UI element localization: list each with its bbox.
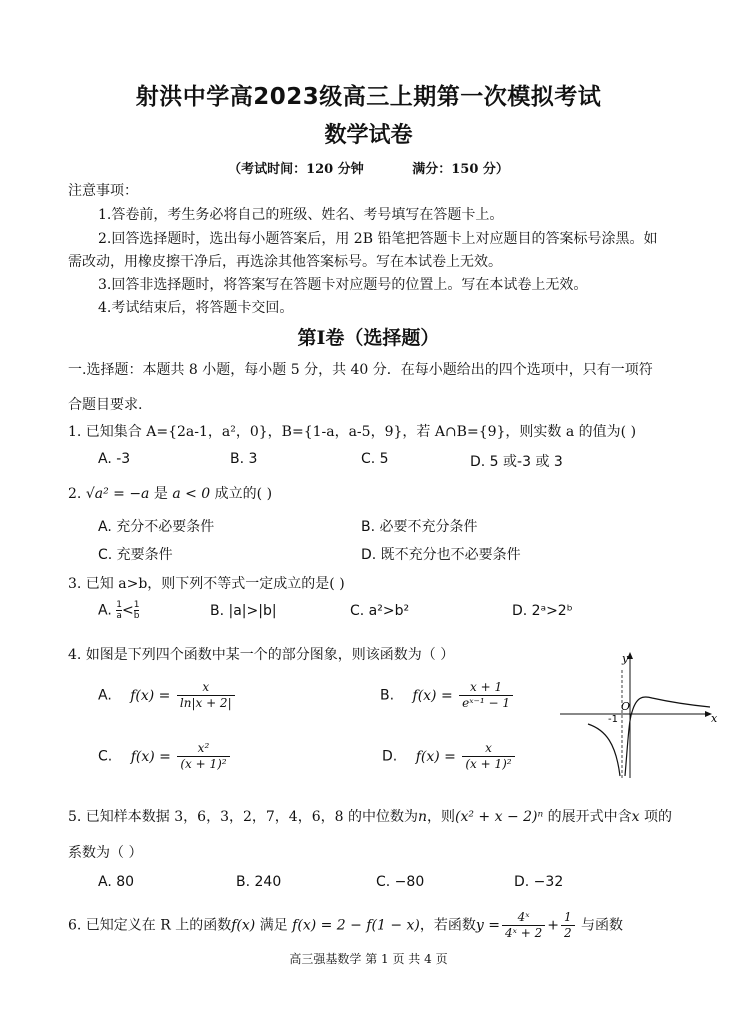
frac-numerator: 1 (561, 910, 575, 926)
q1-option-b: B. 3 (230, 451, 258, 467)
q3-option-c: C. a²>b² (350, 603, 410, 619)
q1-option-a: A. -3 (98, 451, 131, 467)
q2-suffix: 成立的( ) (210, 486, 273, 502)
x-axis-label: x (711, 712, 718, 725)
exam-title: 射洪中学高2023级高三上期第一次模拟考试 (135, 84, 602, 110)
notes-heading: 注意事项： (68, 183, 138, 199)
q4-option-a (98, 680, 237, 711)
q4-a-lhs: f(x) = (130, 687, 171, 704)
q2-option-b: B. 必要不充分条件 (361, 519, 478, 535)
exam-score: 满分：150 分） (412, 162, 509, 177)
q5-text-b: ，则 (427, 809, 455, 825)
frac-numerator: 1 (133, 600, 140, 610)
frac-numerator: x² (177, 741, 229, 757)
q6-text-d: 与函数 (576, 917, 624, 934)
tick-label-neg1: -1 (608, 714, 618, 725)
q4-option-a-label: A. (98, 687, 112, 704)
q4-c-fraction (177, 741, 229, 772)
q6-plus: + (547, 917, 559, 934)
q4-d-lhs: f(x) = (415, 748, 456, 765)
frac-denominator: 4ˣ + 2 (504, 926, 543, 940)
section-intro-1: 一.选择题：本题共 8 小题，每小题 5 分，共 40 分．在每小题给出的四个选项中，只有一项符 (68, 362, 653, 378)
frac-numerator: x (177, 680, 235, 696)
q5-option-d: D. −32 (514, 874, 564, 890)
frac-denominator: (x + 1)² (465, 757, 512, 771)
q4-option-b-label: B. (380, 687, 395, 704)
q3-option-a (98, 600, 139, 621)
q2-prefix: 2. (68, 486, 86, 502)
q3-frac-1-over-b (134, 600, 140, 621)
frac-denominator: ln|x + 2| (179, 696, 232, 710)
q5-binomial: (x² + x − 2)ⁿ (455, 809, 544, 825)
q4-option-c-label: C. (98, 748, 113, 765)
frac-numerator: 1 (116, 600, 122, 610)
question-1-stem: 1. 已知集合 A={2a-1，a²，0}，B={1-a，a-5，9}，若 A∩B={9}，则实数 a 的值为( ) (68, 424, 637, 440)
q6-text-c: ，若函数 (419, 917, 476, 934)
q2-option-a: A. 充分不必要条件 (98, 519, 215, 535)
q2-option-c: C. 充要条件 (98, 547, 173, 563)
q5-var-n: n (417, 809, 427, 825)
q4-c-lhs: f(x) = (130, 748, 171, 765)
q4-b-lhs: f(x) = (412, 687, 453, 704)
note-item-4: 4.考试结束后，将答题卡交回。 (98, 300, 294, 316)
section-intro-2: 合题目要求. (68, 397, 143, 413)
frac-denominator: 2 (563, 926, 572, 940)
q3-option-b: B. |a|>|b| (210, 603, 277, 619)
q6-text-a: 6. 已知定义在 R 上的函数 (68, 917, 232, 934)
q4-function-graph (558, 650, 718, 780)
question-2-stem (68, 483, 272, 503)
curve-left-branch (588, 724, 620, 776)
frac-denominator: b (133, 611, 140, 621)
origin-label: O (621, 700, 631, 713)
q5-var-x: x (631, 809, 640, 825)
q3-less-than: < (121, 602, 134, 619)
q2-mid: 是 (149, 486, 173, 502)
q2-expression: √a² = −a (85, 486, 150, 502)
exam-subtitle: 数学试卷 (324, 123, 413, 148)
section-title: 第Ⅰ卷（选择题） (297, 327, 440, 349)
q2-option-d: D. 既不充分也不必要条件 (361, 547, 521, 563)
question-5-stem (68, 806, 672, 826)
q5-text-d: 项的 (639, 809, 672, 825)
q5-option-b: B. 240 (236, 874, 282, 890)
frac-denominator: (x + 1)² (180, 757, 227, 771)
note-item-1: 1.答卷前，考生务必将自己的班级、姓名、考号填写在答题卡上。 (98, 207, 504, 223)
q4-option-c (98, 741, 232, 772)
q6-y-eq: y = (475, 917, 500, 934)
exam-info (0, 158, 737, 177)
q4-d-fraction (462, 741, 514, 772)
q5-option-a: A. 80 (98, 874, 135, 890)
q6-text-b: 满足 (255, 917, 293, 934)
curve-right-branch (625, 697, 710, 776)
note-item-2-cont: 需改动，用橡皮擦干净后，再选涂其他答案标号。写在本试卷上无效。 (68, 254, 502, 270)
frac-numerator: 4ˣ (502, 910, 545, 926)
page-footer: 高三强基数学 第 1 页 共 4 页 (289, 952, 448, 966)
q6-half (561, 910, 575, 941)
frac-denominator: a (116, 611, 122, 621)
q4-option-b (380, 680, 515, 711)
q4-option-d-label: D. (382, 748, 398, 765)
q2-condition: a < 0 (172, 486, 211, 502)
q4-b-fraction (459, 680, 513, 711)
frac-numerator: x + 1 (459, 680, 513, 696)
q3-option-a-label: A. (98, 602, 117, 619)
frac-denominator: eˣ⁻¹ − 1 (462, 696, 510, 710)
frac-numerator: x (462, 741, 514, 757)
q6-relation: f(x) = 2 − f(1 − x) (292, 917, 420, 934)
q5-option-c: C. −80 (376, 874, 425, 890)
q5-text-c: 的展开式中含 (543, 809, 632, 825)
note-item-3: 3.回答非选择题时，将答案写在答题卡对应题号的位置上。写在本试卷上无效。 (98, 277, 588, 293)
q6-fx: f(x) (231, 917, 256, 934)
q6-fraction (502, 910, 545, 941)
q1-option-d: D. 5 或-3 或 3 (470, 454, 563, 470)
q1-option-c: C. 5 (361, 451, 389, 467)
question-3-stem: 3. 已知 a>b，则下列不等式一定成立的是( ) (68, 576, 345, 592)
y-axis-label: y (622, 652, 629, 665)
exam-time: （考试时间：120 分钟 (228, 162, 364, 177)
question-4-stem: 4. 如图是下列四个函数中某一个的部分图象，则该函数为（ ） (68, 647, 455, 663)
question-5-line2: 系数为（ ） (68, 845, 143, 861)
note-item-2: 2.回答选择题时，选出每小题答案后，用 2B 铅笔把答题卡上对应题目的答案标号涂黑。如 (98, 231, 658, 247)
q5-text-a: 5. 已知样本数据 3，6，3，2，7，4，6，8 的中位数为 (68, 809, 418, 825)
question-6-stem (68, 910, 623, 941)
q3-option-d: D. 2ᵃ>2ᵇ (512, 603, 573, 619)
q4-a-fraction (177, 680, 235, 711)
q4-option-d (382, 741, 517, 772)
